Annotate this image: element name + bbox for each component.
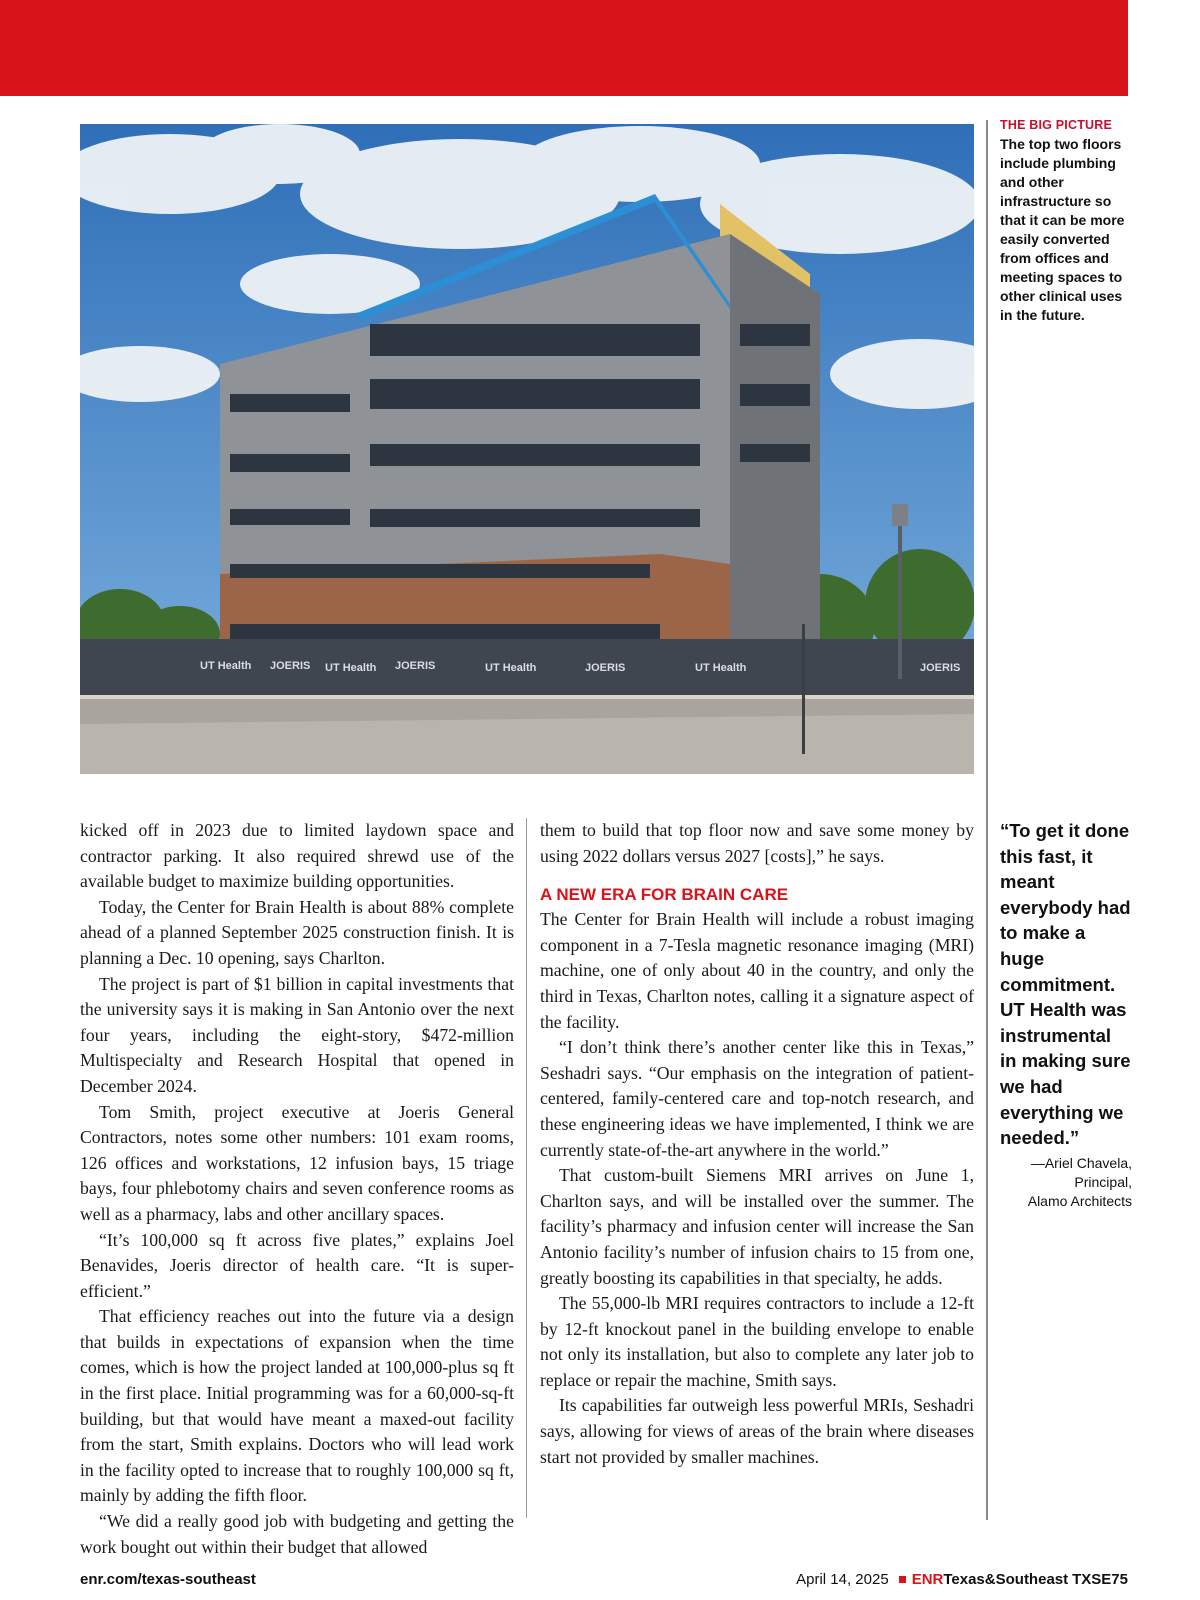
paragraph: them to build that top floor now and save some money by using 2022 dollars versus 2027 [costs],” he says. bbox=[540, 820, 974, 866]
paragraph: The Center for Brain Health will include a robust imaging component in a 7-Tesla magnetic resonance imaging (MRI) machine, one of only about 40 in the country, and only the third in Texas, Charlton notes, calling it a signature aspect of the facility. bbox=[540, 909, 974, 1032]
paragraph: That efficiency reaches out into the future via a design that builds in expectations of expansion when the time comes, which is how the project landed at 100,000-plus sq ft in the first place. Initial programming was for a 60,000-sq-ft building, but that would have meant a maxed-out facility from the start, Smith explains. Doctors who will lead work in the facility opted to increase that to roughly 100,000 sq ft, mainly by adding the fifth floor. bbox=[80, 1306, 514, 1506]
fence-sign: UT Health bbox=[200, 660, 252, 672]
top-color-band bbox=[0, 0, 1128, 96]
paragraph: The 55,000-lb MRI requires contractors to include a 12-ft by 12-ft knockout panel in the building envelope to enable not only its installation, but also to complete any later job to replace or repair the machine, Smith says. bbox=[540, 1293, 974, 1390]
fence-sign: JOERIS bbox=[585, 662, 626, 674]
building-photo bbox=[80, 124, 974, 774]
fence-sign: UT Health bbox=[485, 662, 537, 674]
article-column-left bbox=[80, 818, 514, 1560]
section-subhead: A NEW ERA FOR BRAIN CARE bbox=[540, 885, 789, 905]
fence-sign: UT Health bbox=[695, 662, 747, 674]
fence-sign: JOERIS bbox=[395, 660, 436, 672]
paragraph: Its capabilities far outweigh less powerful MRIs, Seshadri says, allowing for views of areas of the brain where diseases start not provided by smaller machines. bbox=[540, 1395, 974, 1467]
fence-sign: JOERIS bbox=[920, 662, 961, 674]
article-column-middle bbox=[540, 818, 974, 1470]
column-divider bbox=[526, 818, 527, 1518]
attribution-company: Alamo Architects bbox=[1027, 1192, 1132, 1209]
fence-sign: UT Health bbox=[325, 662, 377, 674]
sidebar-divider bbox=[986, 120, 988, 1520]
footer-brand: ENR bbox=[911, 1571, 944, 1588]
footer-date: April 14, 2025 bbox=[796, 1571, 889, 1588]
paragraph: “We did a really good job with budgeting and getting the work bought out within their budget that allowed bbox=[80, 1511, 514, 1557]
pull-quote-text: “To get it done this fast, it meant everybody had to make a huge commitment. UT Health was instrumental in making sure we had everything we needed.” bbox=[1000, 820, 1131, 1149]
paragraph: Today, the Center for Brain Health is about 88% complete ahead of a planned September 2025 construction finish. It is planning a Dec. 10 opening, says Charlton. bbox=[80, 896, 514, 968]
footer-url[interactable]: enr.com/texas-southeast bbox=[80, 1571, 256, 1588]
pull-quote-attribution bbox=[1000, 1154, 1132, 1211]
paragraph: kicked off in 2023 due to limited laydown space and contractor parking. It also required shrewd use of the available budget to maximize building opportunities. bbox=[80, 820, 514, 892]
paragraph: “I don’t think there’s another center like this in Texas,” Seshadri says. “Our emphasis on the integration of patient-centered, family-centered care and top-notch research, and these engineering ideas we have implemented, I think we are currently state-of-the-art anywhere in the world.” bbox=[540, 1037, 974, 1160]
paragraph: The project is part of $1 billion in capital investments that the university says it is making in San Antonio over the next four years, including the eight-story, $472-million Multispecialty and Research Hospital that opened in December 2024. bbox=[80, 973, 514, 1096]
attribution-name: —Ariel Chavela, bbox=[1030, 1154, 1132, 1171]
caption-text: The top two floors include plumbing and other infrastructure so that it can be more easily converted from offices and meeting spaces to other clinical uses in the future. bbox=[1000, 136, 1125, 323]
paragraph: “It’s 100,000 sq ft across five plates,” explains Joel Benavides, Joeris director of health care. “It is super-efficient.” bbox=[80, 1229, 514, 1301]
page-number: TXSE75 bbox=[1072, 1571, 1128, 1588]
footer-edition: Texas&Southeast bbox=[943, 1571, 1069, 1588]
bullet-square-icon bbox=[899, 1576, 906, 1583]
caption-kicker: THE BIG PICTURE bbox=[1000, 118, 1113, 132]
footer-folio bbox=[796, 1571, 1128, 1588]
pull-quote bbox=[1000, 818, 1132, 1211]
attribution-title: Principal, bbox=[1074, 1173, 1132, 1190]
paragraph: Tom Smith, project executive at Joeris General Contractors, notes some other numbers: 101 exam rooms, 126 offices and workstations, 12 infusion bays, 15 triage bays, four phlebotomy chairs and seven conference rooms as well as a pharmacy, labs and other ancillary spaces. bbox=[80, 1101, 514, 1224]
fence-sign: JOERIS bbox=[270, 660, 311, 672]
paragraph: That custom-built Siemens MRI arrives on June 1, Charlton says, and will be installed over the summer. The facility’s pharmacy and infusion center will increase the San Antonio facility’s number of infusion chairs to 15 from one, greatly boosting its capabilities in that specialty, he adds. bbox=[540, 1165, 974, 1288]
photo-caption bbox=[1000, 118, 1130, 325]
